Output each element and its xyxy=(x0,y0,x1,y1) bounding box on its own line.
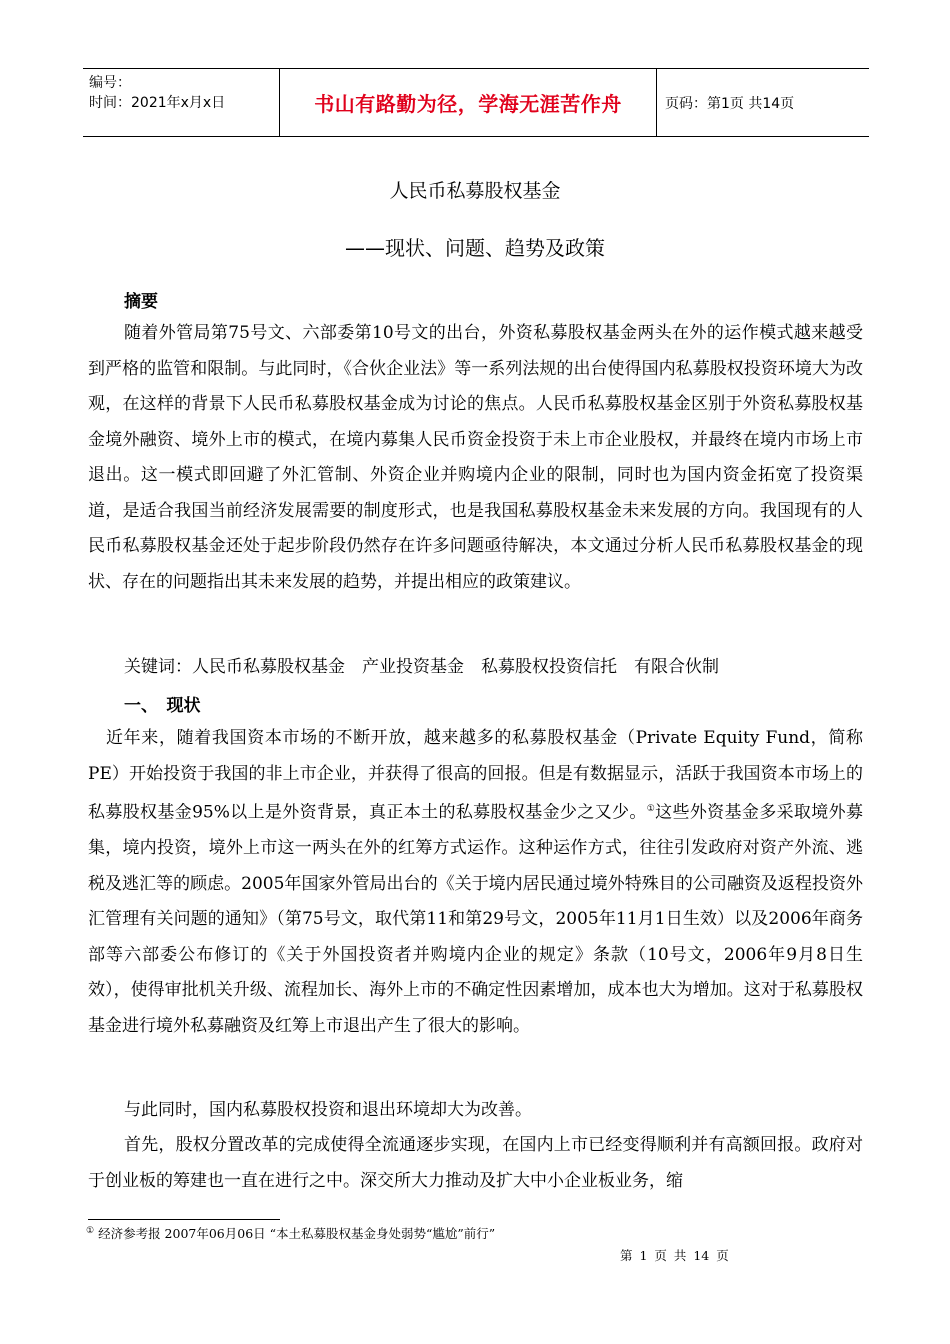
section-1-heading: 一、 现状 xyxy=(124,696,201,716)
page-number: 第 1 页 共 14 页 xyxy=(620,1248,729,1263)
abstract-paragraph: 随着外管局第75号文、六部委第10号文的出台，外资私募股权基金两头在外的运作模式越来越受到严格的监管和限制。与此同时，《合伙企业法》等一系列法规的出台使得国内私募股权投资环境大为改观，在这样的背景下人民币私募股权基金成为讨论的焦点。人民币私募股权基金区别于外资私募股权基金境外融资、境外上市的模式，在境内募集人民币资金投资于未上市企业股权，并最终在境内市场上市退出。这一模式即回避了外汇管制、外资企业并购境内企业的限制，同时也为国内资金拓宽了投资渠道，是适合我国当前经济发展需要的制度形式，也是我国私募股权基金未来发展的方向。我国现有的人民币私募股权基金还处于起步阶段仍然存在许多问题亟待解决，本文通过分析人民币私募股权基金的现状、存在的问题指出其未来发展的趋势，并提出相应的政策建议。 xyxy=(88,323,863,592)
number-label: 编号： xyxy=(89,75,131,91)
section-1-paragraph-2: 与此同时，国内私募股权投资和退出环境却大为改善。 xyxy=(124,1100,532,1120)
footnote xyxy=(86,1224,495,1242)
footnote-reference[interactable]: ① xyxy=(646,804,656,814)
header-table xyxy=(83,68,869,137)
document-subtitle: ——现状、问题、趋势及政策 xyxy=(345,236,605,260)
footnote-marker: ① xyxy=(86,1225,95,1236)
keywords-line: 关键词：人民币私募股权基金 产业投资基金 私募股权投资信托 有限合伙制 xyxy=(124,657,719,677)
header-motto: 书山有路勤为径，学海无涯苦作舟 xyxy=(280,69,657,136)
header-left-cell xyxy=(83,69,280,136)
paragraph-text-b: 这些外资基金多采取境外募集，境内投资，境外上市这一两头在外的红筹方式运作。这种运作方式，往往引发政府对资产外流、逃税及逃汇等的顾虑。2005年国家外管局出台的《关于境内居民通过境外特殊目的公司融资及返程投资外汇管理有关问题的通知》（第75号文，取代第11和第29号文，2005年11月1日生效）以及2006年商务部等六部委公布修订的《关于外国投资者并购境内企业的规定》条款（10号文，2006年9月8日生效），使得审批机关升级、流程加长、海外上市的不确定性因素增加，成本也大为增加。这对于私募股权基金进行境外私募融资及红筹上市退出产生了很大的影响。 xyxy=(88,802,863,1036)
footnote-divider xyxy=(88,1219,280,1220)
header-page-info: 页码：第1页 共14页 xyxy=(665,95,795,112)
document-title: 人民币私募股权基金 xyxy=(389,180,561,202)
section-1-paragraph-3: 首先，股权分置改革的完成使得全流通逐步实现，在国内上市已经变得顺利并有高额回报。政府对于创业板的筹建也一直在进行之中。深交所大力推动及扩大中小企业板业务，缩 xyxy=(88,1135,863,1191)
abstract-heading: 摘要 xyxy=(124,292,158,312)
section-1-paragraph-1 xyxy=(88,721,863,1044)
paragraph-text-a: 近年来，随着我国资本市场的不断开放，越来越多的私募股权基金（Private Equity Fund，简称PE）开始投资于我国的非上市企业，并获得了很高的回报。但是有数据显示，活跃于我国资本市场上的私募股权基金95%以上是外资背景，真正本土的私募股权基金少之又少。 xyxy=(88,728,863,823)
footnote-text: 经济参考报 2007年06月06日 “本土私募股权基金身处弱势“尴尬”前行” xyxy=(98,1226,496,1241)
time-label: 时间：2021年x月x日 xyxy=(89,95,226,111)
